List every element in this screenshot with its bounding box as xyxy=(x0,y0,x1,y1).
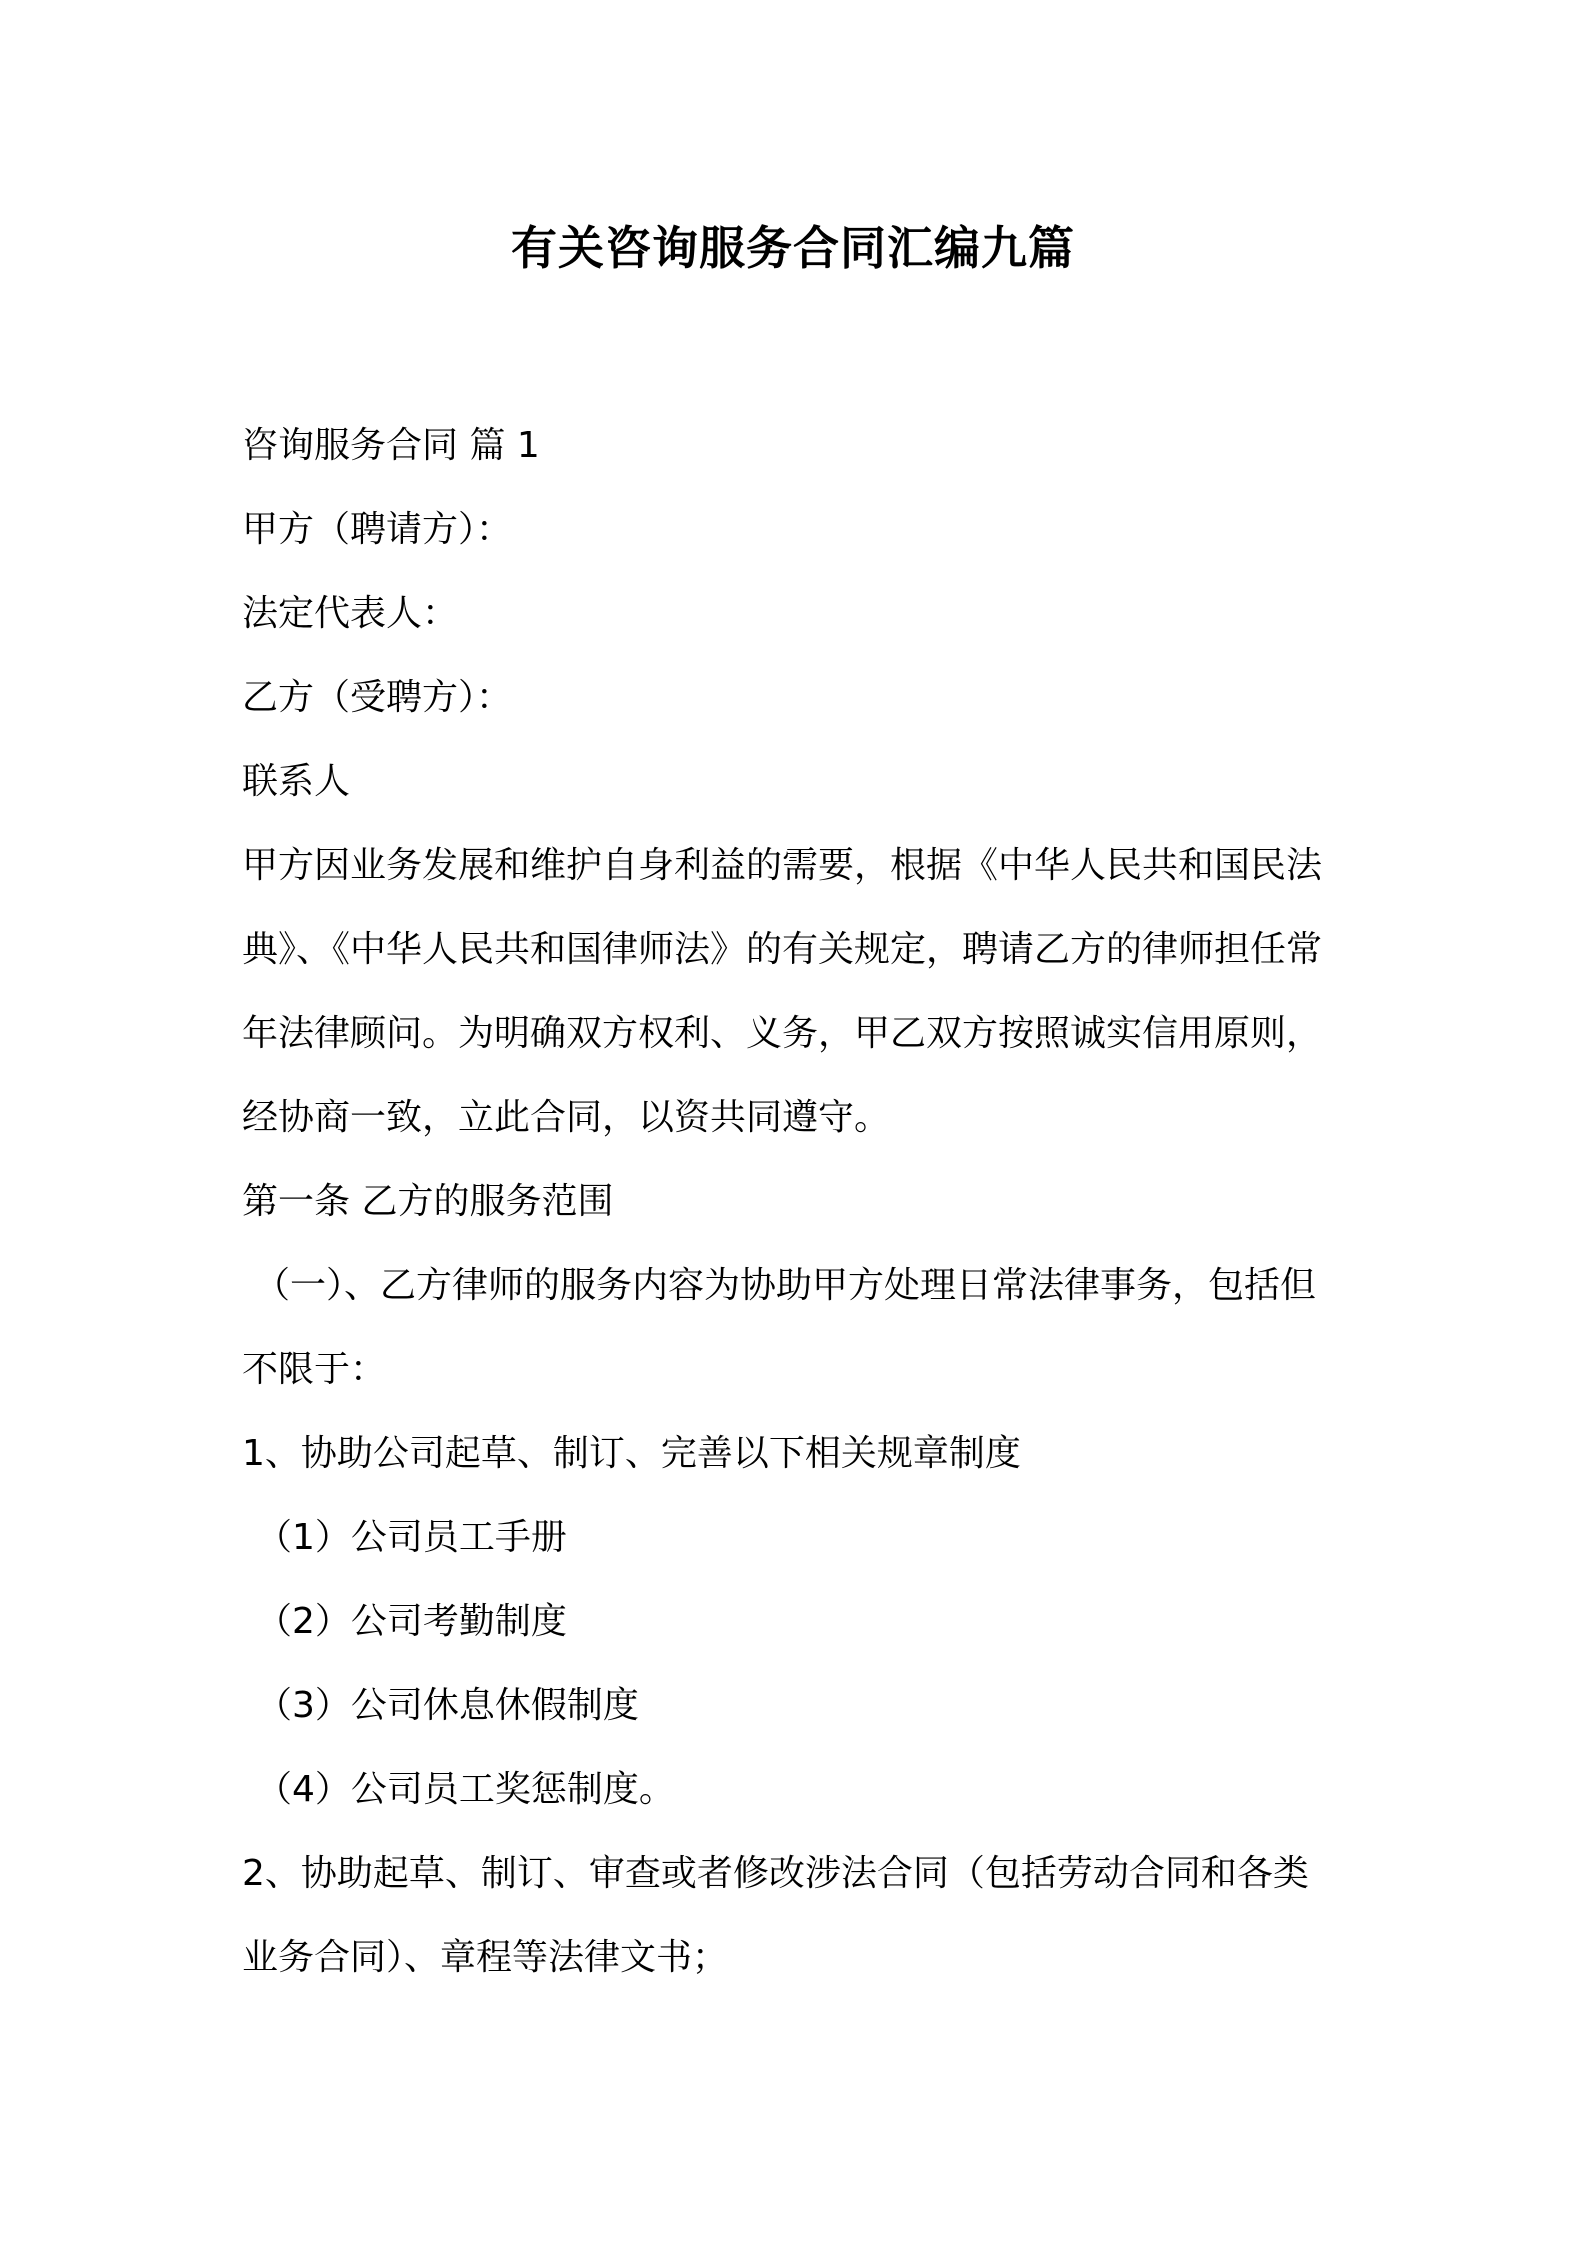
document-body xyxy=(242,404,1357,2000)
section-heading: 咨询服务合同 篇 1 xyxy=(242,425,540,466)
paragraph-line: 甲方因业务发展和维护自身利益的需要，根据《中华人民共和国民法 xyxy=(242,845,1323,886)
sub-item: （2）公司考勤制度 xyxy=(256,1601,567,1642)
paragraph-line: 典》、《中华人民共和国律师法》的有关规定，聘请乙方的律师担任常 xyxy=(242,929,1323,970)
numbered-item: 2、协助起草、制订、审查或者修改涉法合同（包括劳动合同和各类 xyxy=(242,1853,1309,1894)
paragraph-line: 业务合同）、章程等法律文书； xyxy=(242,1937,729,1978)
contact-person-label: 联系人 xyxy=(242,761,351,802)
numbered-item: 1、协助公司起草、制订、完善以下相关规章制度 xyxy=(242,1433,1021,1474)
legal-representative-label: 法定代表人： xyxy=(242,593,459,634)
sub-item: （3）公司休息休假制度 xyxy=(256,1685,639,1726)
article-heading: 第一条 乙方的服务范围 xyxy=(242,1181,614,1222)
sub-item: （1）公司员工手册 xyxy=(256,1517,567,1558)
paragraph-line: 不限于： xyxy=(242,1349,387,1390)
party-a-label: 甲方（聘请方）： xyxy=(242,509,513,550)
paragraph-line: （一）、乙方律师的服务内容为协助甲方处理日常法律事务，包括但 xyxy=(254,1265,1317,1306)
sub-item: （4）公司员工奖惩制度。 xyxy=(256,1769,675,1810)
party-b-label: 乙方（受聘方）： xyxy=(242,677,513,718)
document-title: 有关咨询服务合同汇编九篇 xyxy=(511,221,1075,275)
paragraph-line: 年法律顾问。为明确双方权利、义务，甲乙双方按照诚实信用原则， xyxy=(242,1013,1323,1054)
paragraph-line: 经协商一致，立此合同，以资共同遵守。 xyxy=(242,1097,891,1138)
